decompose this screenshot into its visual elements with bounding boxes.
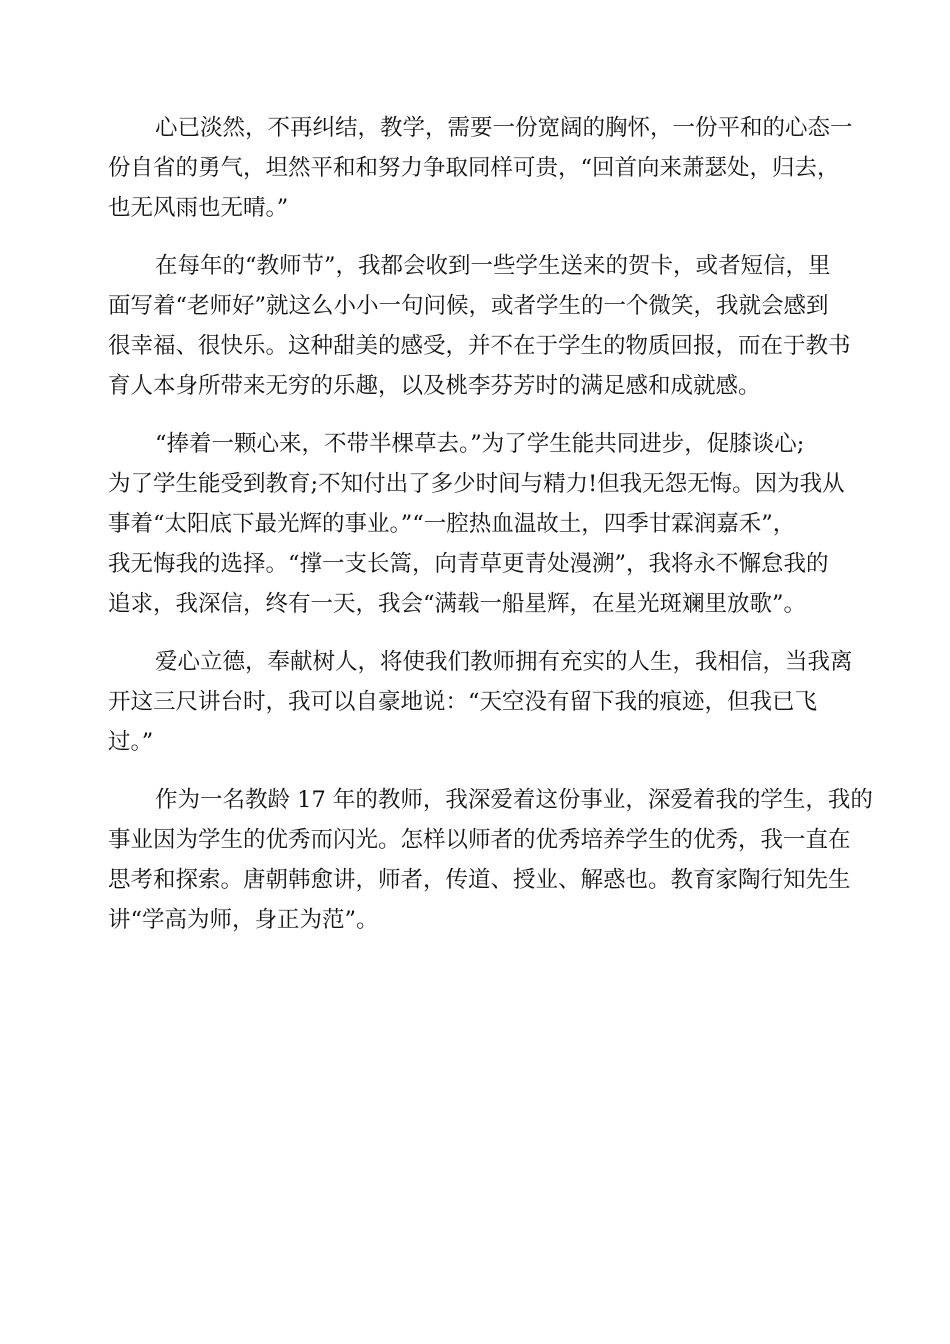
paragraph-line: 份自省的勇气，坦然平和和努力争取同样可贵，“回首向来萧瑟处，归去， [108, 155, 840, 181]
paragraph-4 [108, 642, 853, 762]
paragraph-line: 讲“学高为师，身正为范”。 [108, 907, 379, 933]
paragraph-line: 育人本身所带来无穷的乐趣，以及桃李芬芳时的满足感和成就感。 [108, 373, 761, 399]
document-body [108, 108, 873, 958]
paragraph-line: 事业因为学生的优秀而闪光。怎样以师者的优秀培养学生的优秀，我一直在 [108, 827, 851, 853]
paragraph-line: 开这三尺讲台时，我可以自豪地说：“天空没有留下我的痕迹，但我已飞 [108, 689, 818, 715]
paragraph-line: 面写着“老师好”就这么小小一句问候，或者学生的一个微笑，我就会感到 [108, 293, 829, 319]
paragraph-line: 爱心立德，奉献树人，将使我们教师拥有充实的人生，我相信，当我离 [155, 649, 853, 675]
paragraph-line: 为了学生能受到教育;不知付出了多少时间与精力!但我无怨无悔。因为我从 [108, 471, 845, 497]
paragraph-3 [108, 424, 848, 624]
paragraph-2 [108, 246, 851, 406]
paragraph-line: 事着“太阳底下最光辉的事业。”“一腔热血温故土，四季甘霖润嘉禾”， [108, 511, 796, 537]
paragraph-line: 过。” [108, 729, 154, 755]
paragraph-line: 作为一名教龄 17 年的教师，我深爱着这份事业，深爱着我的学生，我的 [155, 787, 873, 813]
paragraph-line: 心已淡然，不再纠结，教学，需要一份宽阔的胸怀，一份平和的心态一 [155, 115, 853, 141]
paragraph-1 [108, 108, 853, 228]
paragraph-line: 在每年的“教师节”，我都会收到一些学生送来的贺卡，或者短信，里 [155, 253, 831, 279]
paragraph-line: 很幸福、很快乐。这种甜美的感受，并不在于学生的物质回报，而在于教书 [108, 333, 851, 359]
paragraph-line: 追求，我深信，终有一天，我会“满载一船星辉，在星光斑斓里放歌”。 [108, 591, 807, 617]
paragraph-line: 我无悔我的选择。“撑一支长篙，向青草更青处漫溯”，我将永不懈怠我的 [108, 551, 829, 577]
paragraph-5 [108, 780, 873, 940]
paragraph-line: 思考和探索。唐朝韩愈讲，师者，传道、授业、解惑也。教育家陶行知先生 [108, 867, 851, 893]
paragraph-line: 也无风雨也无晴。” [108, 195, 289, 221]
paragraph-line: “捧着一颗心来，不带半棵草去。”为了学生能共同进步，促膝谈心; [155, 431, 805, 457]
